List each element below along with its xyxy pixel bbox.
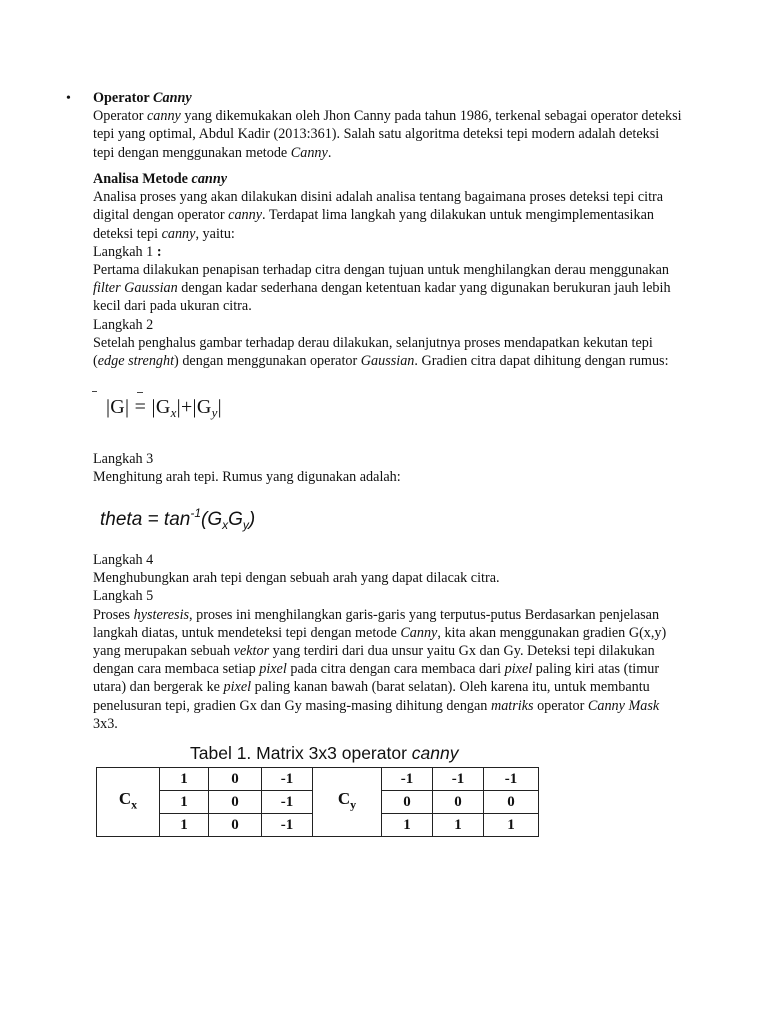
gradient-magnitude-formula: $|G| = |G_x|+|G_y|$ [106,396,222,420]
table-cell: 1 [160,814,209,837]
step-2-label: Langkah 2 [93,316,154,333]
formula-artifact-mark [137,392,143,393]
edge-direction-formula: theta = $\tan^{-1}(G_xG_y)$ [100,506,256,532]
steps-4-5-block [93,551,683,733]
table-cell: 1 [433,814,484,837]
formula-artifact-mark [92,391,97,392]
analysis-paragraph: Analisa proses yang akan dilakukan disini adalah analisa tentang bagaimana proses deteksi tepi citra digital dengan operator canny. Terdapat lima langkah yang dilakukan untuk mengimplementasikan deteksi tepi canny, yaitu: [93,189,664,242]
step-4-label: Langkah 4 [93,552,154,568]
step-5-label: Langkah 5 [93,588,154,605]
table-cell: 0 [209,791,262,814]
table-cell: 0 [382,791,433,814]
table-cell: -1 [382,768,433,791]
step-1-text: Pertama dilakukan penapisan terhadap citra dengan tujuan untuk menghilangkan derau menggunakan filter Gaussian dengan kadar sederhana dengan ketentuan kadar yang digunakan berukuran jauh lebih kecil dari pada ukuran citra. [93,262,671,315]
table-cell: 0 [433,791,484,814]
cy-label: $C_y$ [313,768,382,837]
table-cell: -1 [262,791,313,814]
table-row [97,768,539,791]
step-3-text: Menghitung arah tepi. Rumus yang digunakan adalah: [93,469,401,486]
analysis-heading: Analisa Metode canny [93,171,227,187]
cx-label: $C_x$ [97,768,160,837]
table-cell: 1 [484,814,539,837]
step-3-block [93,450,683,486]
bullet-marker: • [66,91,71,106]
table-cell: -1 [262,814,313,837]
step-2-text: Setelah penghalus gambar terhadap derau dilakukan, selanjutnya proses mendapatkan kekutan tepi (edge strenght) dengan menggunakan operator Gaussian. Gradien citra dapat dihitung dengan rumus: [93,334,669,370]
table-cell: 1 [382,814,433,837]
step-4-text: Menghubungkan arah tepi dengan sebuah arah yang dapat dilacak citra. [93,570,500,587]
section-heading: Operator Canny [93,90,192,106]
analysis-block [93,170,683,370]
step-3-label: Langkah 3 [93,451,154,467]
step-5-text: Proses hysteresis, proses ini menghilangkan garis-garis yang terputus-putus Berdasarkan penjelasan langkah diatas, untuk mendeteksi tepi dengan metode Canny, kita akan menggunakan gradien G(x,y) yang merupakan sebuah vektor yang terdiri dari dua unsur yaitu Gx dan Gy. Deteksi tepi dilakukan dengan cara membaca setiap pixel pada citra dengan cara membaca dari pixel paling kiri atas (timur utara) dan bergerak ke pixel paling kanan bawah (barat selatan). Oleh karena itu, untuk membantu penelusuran tepi, gradien Gx dan Gy masing-masing dihitung dengan matriks operator Canny Mask 3x3. [93,606,667,732]
table-caption: Tabel 1. Matrix 3x3 operator canny [190,743,459,763]
table-cell: 0 [209,768,262,791]
table-cell: -1 [262,768,313,791]
table-cell: 0 [484,791,539,814]
table-cell: 1 [160,791,209,814]
table-cell: 1 [160,768,209,791]
table-cell: 0 [209,814,262,837]
table-cell: -1 [484,768,539,791]
table-cell: -1 [433,768,484,791]
step-1-label: Langkah 1 : [93,243,162,260]
intro-paragraph: Operator canny yang dikemukakan oleh Jhon Canny pada tahun 1986, terkenal sebagai operator deteksi tepi yang optimal, Abdul Kadir (2013:361). Salah satu algoritma deteksi tepi modern adalah deteksi tepi dengan menggunakan metode Canny. [93,108,682,161]
canny-matrix-table [96,767,539,837]
intro-block [93,89,683,162]
